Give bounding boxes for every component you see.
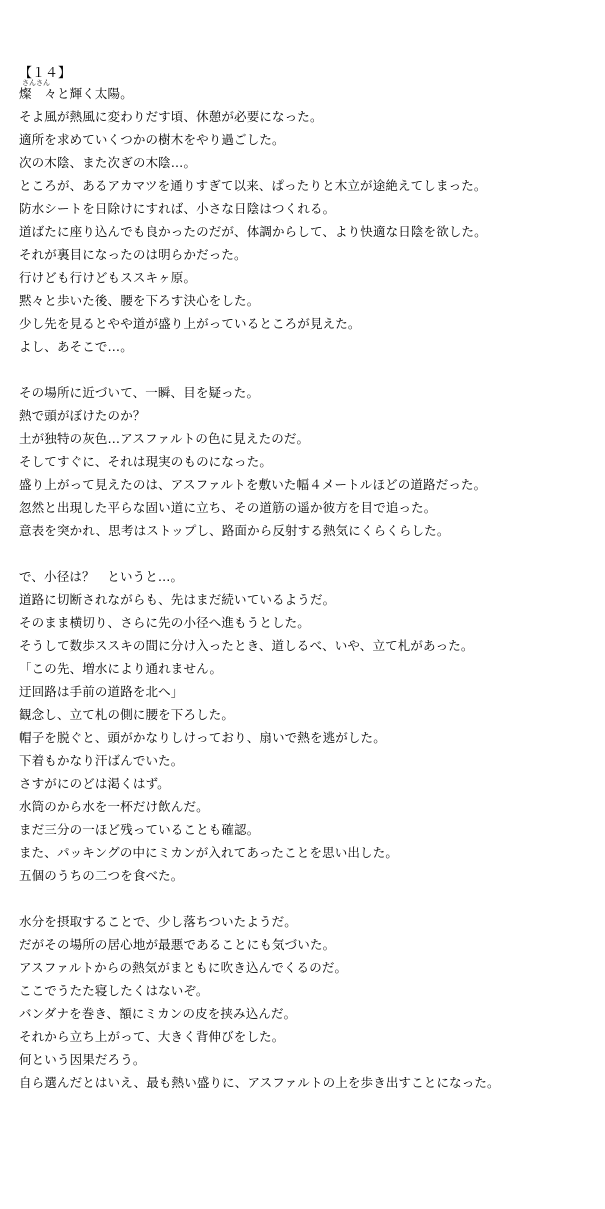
text-line: 意表を突かれ、思考はストップし、路面から反射する熱気にくらくらした。 [19,523,450,538]
text-line: 次の木陰、また次ぎの木陰…。 [19,155,197,170]
text-line: 少し先を見るとやや道が盛り上がっているところが見えた。 [19,316,361,331]
text-line: 下着もかなり汗ばんでいた。 [19,753,184,768]
text-line: ところが、あるアカマツを通りすぎて以来、ぱったりと木立が途絶えてしまった。 [19,178,487,193]
paragraphs-container [19,79,599,1094]
text-line: そうして数歩ススキの間に分け入ったとき、道しるべ、いや、立て札があった。 [19,638,474,653]
text-line: 水分を摂取することで、少し落ちついたようだ。 [19,914,297,929]
text-line: 五個のうちの二つを食べた。 [19,868,184,883]
text-line: よし、あそこで…。 [19,339,133,354]
text-line: そよ風が熱風に変わりだす頃、休憩が必要になった。 [19,109,323,124]
text-line: また、パッキングの中にミカンが入れてあったことを思い出した。 [19,845,399,860]
paragraph [19,381,599,542]
text-line: 何という因果だろう。 [19,1052,146,1067]
text-line: 観念し、立て札の側に腰を下ろした。 [19,707,235,722]
paragraph [19,565,599,887]
paragraph [19,79,599,358]
text-line: アスファルトからの熱気がまともに吹き込んでくるのだ。 [19,960,348,975]
text-line: 防水シートを日除けにすれば、小さな日陰はつくれる。 [19,201,336,216]
paragraph [19,910,599,1094]
text-line: 迂回路は手前の道路を北へ」 [19,684,184,699]
text-line: バンダナを巻き、額にミカンの皮を挟み込んだ。 [19,1006,297,1021]
text-line: 黙々と歩いた後、腰を下ろす決心をした。 [19,293,260,308]
text-line: だがその場所の居心地が最悪であることにも気づいた。 [19,937,336,952]
text-line: 自ら選んだとはいえ、最も熱い盛りに、アスファルトの上を歩き出すことになった。 [19,1075,500,1090]
text-line: ここでうたた寝したくはないぞ。 [19,983,209,998]
text-line: その場所に近づいて、一瞬、目を疑った。 [19,385,260,400]
text-line: まだ三分の一ほど残っていることも確認。 [19,822,260,837]
text-line: 「この先、増水により通れません。 [19,661,223,676]
text-line: 土が独特の灰色…アスファルトの色に見えたのだ。 [19,431,310,446]
text-line: 道ばたに座り込んでも良かったのだが、体調からして、より快適な日陰を欲した。 [19,224,487,239]
opening-line [19,79,599,105]
text-line: で、小径は？ というと…。 [19,569,184,584]
text-line: 適所を求めていくつかの樹木をやり過ごした。 [19,132,285,147]
text-line: 盛り上がって見えたのは、アスファルトを敷いた幅４メートルほどの道路だった。 [19,477,487,492]
text-line: それが裏目になったのは明らかだった。 [19,247,247,262]
text-line: 行けども行けどもススキヶ原。 [19,270,197,285]
text-line: そのまま横切り、さらに先の小径へ進もうとした。 [19,615,310,630]
chapter-heading: 【１４】 [19,66,72,81]
text-line: さすがにのどは渇くはず。 [19,776,170,791]
text-line: 道路に切断されながらも、先はまだ続いているようだ。 [19,592,336,607]
opening-text: 燦 々と輝く太陽。 [19,86,133,101]
text-line: そしてすぐに、それは現実のものになった。 [19,454,273,469]
text-line: 熱で頭がぼけたのか？ [19,408,146,423]
text-line: 水筒のから水を一杯だけ飲んだ。 [19,799,209,814]
text-line: 帽子を脱ぐと、頭がかなりしけっており、扇いで熱を逃がした。 [19,730,386,745]
text-line: 忽然と出現した平らな固い道に立ち、その道筋の遥か彼方を目で追った。 [19,500,437,515]
text-line: それから立ち上がって、大きく背伸びをした。 [19,1029,285,1044]
document-body [19,66,599,1094]
furigana-ruby: さんさん [22,79,50,87]
